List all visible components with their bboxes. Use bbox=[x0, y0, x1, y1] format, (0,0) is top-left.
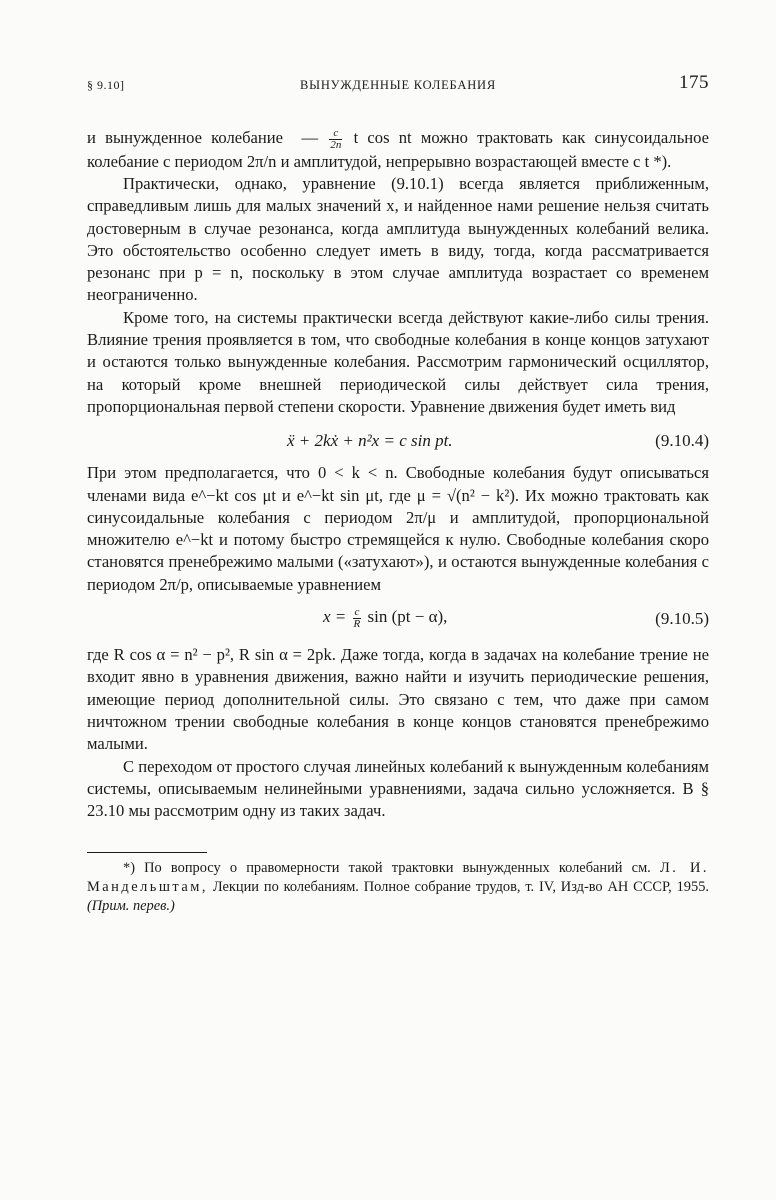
paragraph-2: Практически, однако, уравнение (9.10.1) всегда является приближенным, справедливым лишь для малых значений x, и найденное нами решение нельзя считать достоверным в случае резонанса, когда амплитуда вынужденных колебаний велика. Это обстоятельство особенно следует иметь в виду, тогда, когда рассматривается резонанс при p = n, поскольку в этом случае амплитуда возрастает со временем неограниченно. bbox=[87, 173, 709, 305]
footnote: *) По вопросу о правомерности такой трактовки вынужденных колебаний см. Л. И. Мандельштам, Лекции по колебаниям. Полное собрание трудов, т. IV, Изд-во АН СССР, 1955. (Прим. перев.) bbox=[87, 860, 709, 915]
equation-formula: ẍ + 2kẋ + n²x = c sin pt. bbox=[287, 431, 453, 451]
running-header bbox=[87, 70, 709, 94]
equation-9-10-4 bbox=[87, 418, 709, 462]
paragraph-5: где R cos α = n² − p², R sin α = 2pk. Даже тогда, когда в задачах на колебание трение не входит явно в уравнения движения, важно найти и изучить периодические решения, имеющие период дополнительной силы. Это связано с тем, что даже при самом ничтожном трении свободные колебания в конце концов становятся пренебрежимо малыми. bbox=[87, 645, 709, 754]
equation-number: (9.10.4) bbox=[655, 431, 709, 451]
paragraph-4: При этом предполагается, что 0 < k < n. Свободные колебания будут описываться членами вида e^−kt cos μt и e^−kt sin μt, где μ = √(n² − k²). Их можно трактовать как синусоидальные колебания с периодом 2π/μ и амплитудой, пропорциональной множителю e^−kt и потому быстро стремящейся к нулю. Свободные колебания скоро становятся пренебрежимо малыми («затухают»), и остаются вынужденные колебания с периодом 2π/p, описываемые уравнением bbox=[87, 463, 709, 594]
section-ref: § 9.10] bbox=[87, 78, 125, 92]
footnote-divider bbox=[87, 852, 207, 853]
equation-formula: x = $\frac{c}{R}$ sin (pt − α), bbox=[323, 605, 448, 630]
fraction-c-2n: $\frac{c}{2n}$ bbox=[330, 126, 342, 151]
chapter-title: ВЫНУЖДЕННЫЕ КОЛЕБАНИЯ bbox=[300, 78, 496, 92]
author-name: Л. И. Мандельштам, bbox=[87, 860, 709, 896]
equation-9-10-5 bbox=[87, 596, 709, 644]
book-page bbox=[87, 70, 709, 916]
equation-number: (9.10.5) bbox=[655, 609, 709, 629]
paragraph-1: и вынужденное колебание — $\frac{c}{2n}$ t cos nt можно трактовать как синусоидальное колебание с периодом 2π/n и амплитудой, непрерывно возрастающей вместе с t *). bbox=[87, 126, 710, 171]
translator-note: (Прим. перев.) bbox=[87, 898, 175, 915]
page-body bbox=[87, 127, 709, 822]
fraction-c-r: $\frac{c}{R}$ bbox=[353, 605, 361, 630]
paragraph-3: Кроме того, на системы практически всегда действуют какие-либо силы трения. Влияние трения проявляется в том, что свободные колебания в конце концов затухают и остаются только вынужденные колебания. Рассмотрим гармонический осциллятор, на который кроме внешней периодической силы действует сила трения, пропорциональная первой степени скорости. Уравнение движения будет иметь вид bbox=[87, 307, 709, 416]
paragraph-6: С переходом от простого случая линейных колебаний к вынужденным колебаниям системы, описываемым нелинейными уравнениями, задача сильно усложняется. В § 23.10 мы рассмотрим одну из таких задач. bbox=[87, 756, 709, 821]
page-number: 175 bbox=[679, 72, 709, 93]
